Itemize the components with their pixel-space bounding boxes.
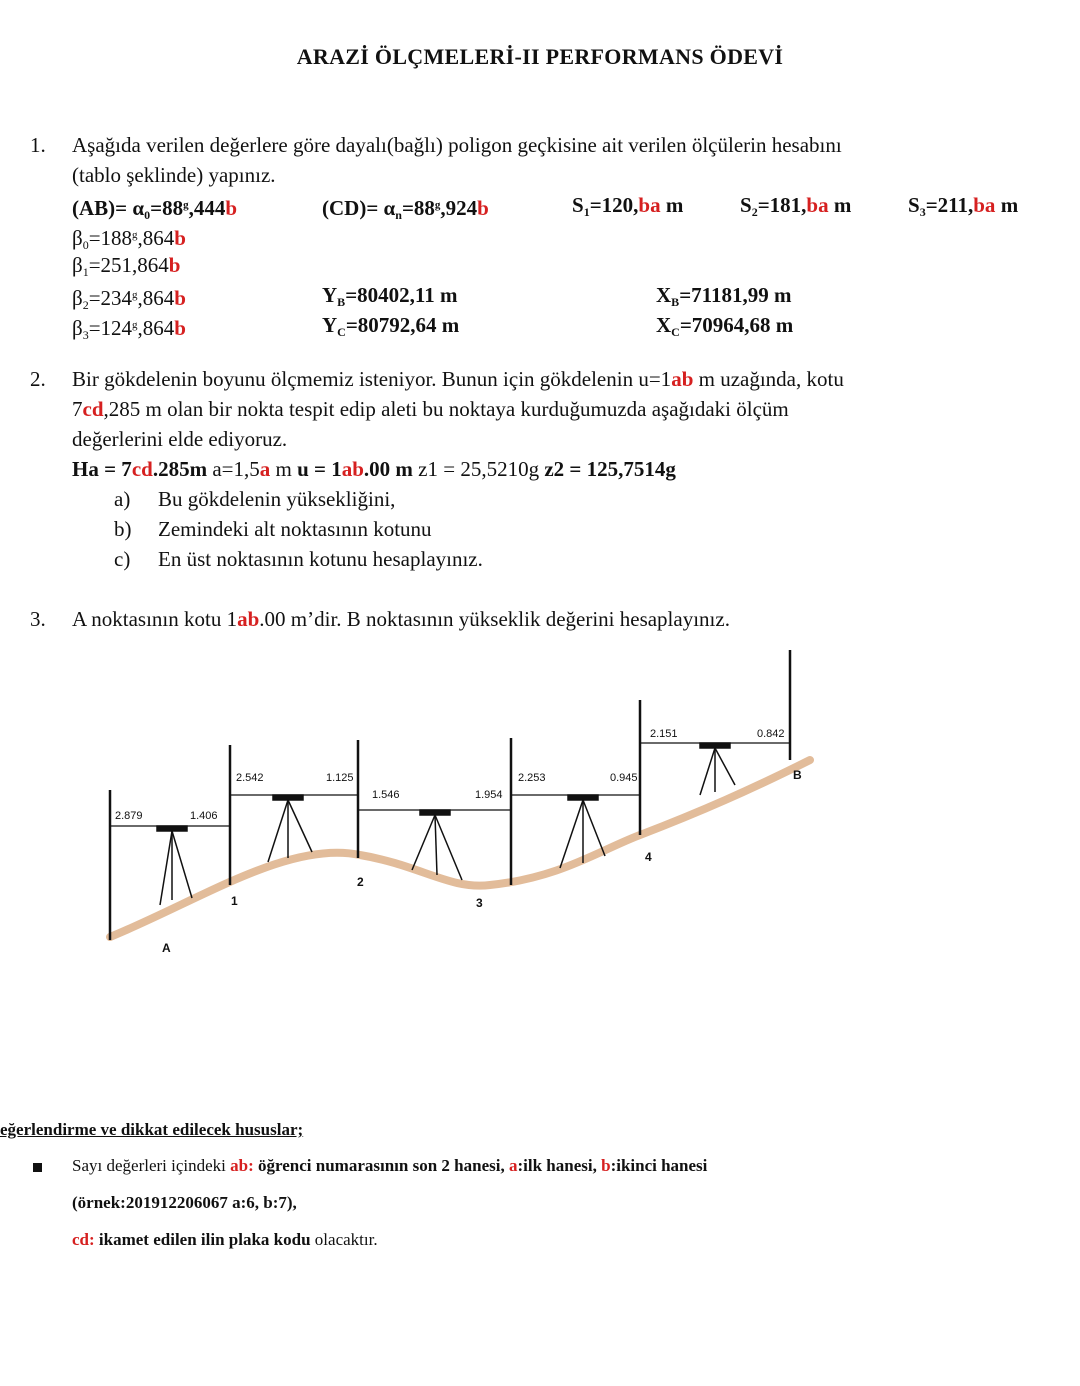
- leveling-diagram: [0, 640, 1080, 970]
- q2-line1: Bir gökdelenin boyunu ölçmemiz isteniyor. Bunun için gökdelenin u=1ab m uzağında, kotu: [72, 367, 844, 391]
- footer-heading: eğerlendirme ve dikkat edilecek hususlar;: [0, 1120, 304, 1139]
- point-label-4: 4: [645, 850, 652, 864]
- q1-cd-azimuth: $(CD)= \alpha_n=88^g,924b$: [322, 196, 489, 222]
- q1-line1: Aşağıda verilen değerlere göre dayalı(bağlı) poligon geçkisine ait verilen ölçülerin hesabını: [72, 133, 842, 157]
- point-label-1: 1: [231, 894, 238, 908]
- q1-xb: $X_B=71181,99$ m: [656, 283, 792, 309]
- q1-number: 1.: [30, 133, 46, 157]
- q1-line2: (tablo şeklinde) yapınız.: [72, 163, 276, 187]
- q1-s3: $S_3=211,ba$ m: [908, 193, 1019, 219]
- reading-6: 1.954: [475, 789, 503, 801]
- q2-item-a-label: a): [114, 487, 131, 511]
- footer-line2: (örnek:201912206067 a:6, b:7),: [72, 1193, 297, 1212]
- bullet-icon: [33, 1163, 42, 1172]
- footer-line1: Sayı değerleri içindeki ab: öğrenci numarasının son 2 hanesi, a:ilk hanesi, b:ikinci hanesi: [72, 1156, 708, 1175]
- q2-line2: 7cd,285 m olan bir nokta tespit edip aleti bu noktaya kurduğumuzda aşağıdaki ölçüm: [72, 397, 789, 421]
- q1-beta3: $\beta_3=124^g,864b$: [72, 316, 186, 342]
- q2-formula: Ha = 7cd.285m a=1,5a m u = 1ab.00 m z1 = 25,5210g z2 = 125,7514g: [72, 457, 676, 481]
- reading-1: 2.879: [115, 810, 143, 822]
- point-label-2: 2: [357, 875, 364, 889]
- reading-2: 1.406: [190, 810, 218, 822]
- q2-item-a-text: Bu gökdelenin yüksekliğini,: [158, 487, 396, 511]
- point-label-B: B: [793, 768, 802, 782]
- point-label-A: A: [162, 941, 171, 955]
- q2-number: 2.: [30, 367, 46, 391]
- q3-number: 3.: [30, 607, 46, 631]
- q1-xc: $X_C=70964,68$ m: [656, 313, 794, 339]
- q1-beta0: $\beta_0=188^g,864b$: [72, 226, 186, 252]
- q2-item-c-text: En üst noktasının kotunu hesaplayınız.: [158, 547, 483, 571]
- q2-item-b-label: b): [114, 517, 132, 541]
- q1-s2: $S_2=181,ba$ m: [740, 193, 852, 219]
- q1-ab-azimuth: $(AB)= \alpha_0=88^g,444b$: [72, 196, 238, 222]
- reading-5: 1.546: [372, 789, 400, 801]
- reading-4: 1.125: [326, 772, 354, 784]
- footer-line3: cd: ikamet edilen ilin plaka kodu olacaktır.: [72, 1230, 378, 1249]
- level-instrument-1: [157, 826, 192, 905]
- q1-s1: $S_1=120,ba$ m: [572, 193, 684, 219]
- q1-beta1: $\beta_1=251,864b$: [72, 253, 181, 279]
- level-instrument-5: [700, 743, 735, 795]
- q1-yb: $Y_B=80402,11$ m: [322, 283, 458, 309]
- q1-yc: $Y_C=80792,64$ m: [322, 313, 460, 339]
- q2-item-c-label: c): [114, 547, 131, 571]
- level-instrument-2: [268, 795, 312, 862]
- point-label-3: 3: [476, 896, 483, 910]
- reading-3: 2.542: [236, 772, 264, 784]
- page-title: ARAZİ ÖLÇMELERİ-II PERFORMANS ÖDEVİ: [296, 44, 784, 69]
- reading-8: 0.945: [610, 772, 638, 784]
- q2-line3: değerlerini elde ediyoruz.: [72, 427, 288, 451]
- reading-7: 2.253: [518, 772, 546, 784]
- q1-beta2: $\beta_2=234^g,864b$: [72, 286, 186, 312]
- q2-item-b-text: Zemindeki alt noktasının kotunu: [158, 517, 432, 541]
- q3-text: A noktasının kotu 1ab.00 m’dir. B noktasının yükseklik değerini hesaplayınız.: [72, 607, 730, 631]
- terrain-profile: [110, 760, 810, 937]
- reading-10: 0.842: [757, 728, 785, 740]
- reading-9: 2.151: [650, 728, 678, 740]
